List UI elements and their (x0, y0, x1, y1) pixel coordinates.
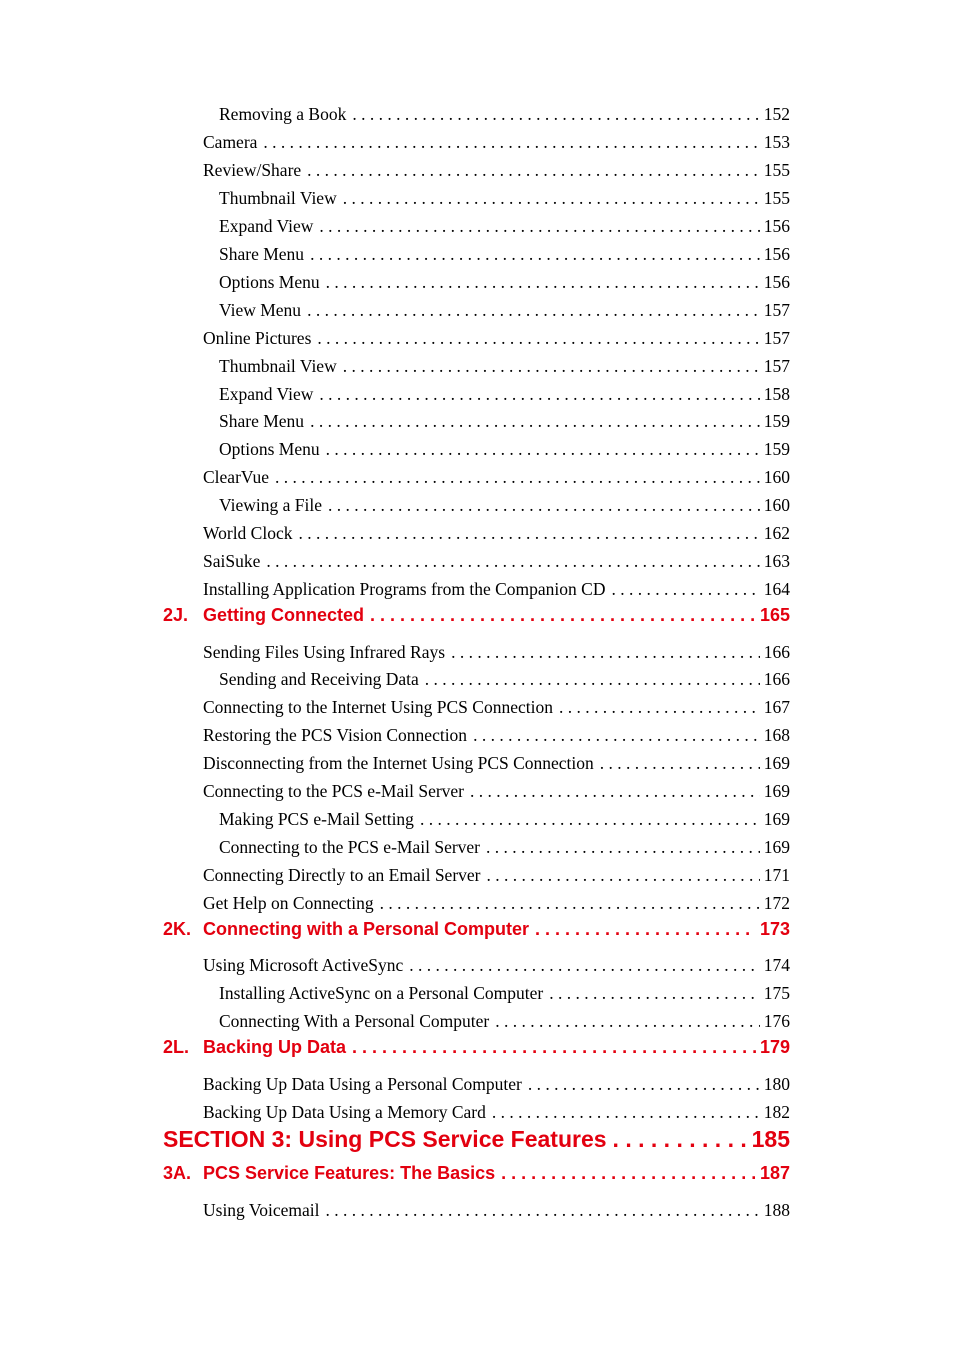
dot-leader (298, 523, 759, 544)
dot-leader (326, 439, 760, 460)
toc-entry[interactable] (203, 642, 790, 668)
entry-title: Making PCS e-Mail Setting (219, 809, 414, 829)
dot-leader (319, 216, 759, 237)
chapter-title: Connecting with a Personal Computer (203, 919, 530, 939)
toc-entry[interactable] (203, 523, 790, 549)
entry-page: 176 (763, 1011, 790, 1031)
dot-leader (328, 495, 760, 516)
entry-page: 156 (763, 272, 790, 292)
entry-title: Get Help on Connecting (203, 893, 374, 913)
section-page: 185 (751, 1126, 790, 1152)
entry-title: Using Voicemail (203, 1200, 320, 1220)
entry-title: Connecting to the PCS e-Mail Server (219, 837, 481, 857)
section-title: SECTION 3: Using PCS Service Features (163, 1126, 607, 1152)
entry-page: 160 (763, 467, 790, 487)
dot-leader (326, 1200, 760, 1221)
dot-leader (307, 300, 760, 321)
entry-page: 169 (763, 753, 790, 773)
dot-leader (420, 809, 760, 830)
dot-leader (275, 467, 760, 488)
entry-title: Share Menu (219, 244, 305, 264)
chapter-number: 2K. (163, 919, 192, 939)
dot-leader (352, 1037, 756, 1058)
toc-entry[interactable] (203, 467, 790, 493)
dot-leader (611, 579, 759, 600)
chapter-heading[interactable] (163, 1037, 790, 1065)
entry-page: 166 (763, 669, 790, 689)
dot-leader (317, 328, 759, 349)
entry-page: 163 (763, 551, 790, 571)
entry-page: 157 (763, 328, 790, 348)
entry-title: View Menu (219, 300, 302, 320)
dot-leader (487, 865, 760, 886)
dot-leader (549, 983, 760, 1004)
dot-leader (486, 837, 760, 858)
toc-entry[interactable] (219, 104, 790, 130)
chapter-heading[interactable] (163, 919, 790, 947)
toc-entry[interactable] (219, 356, 790, 382)
dot-leader (528, 1074, 760, 1095)
entry-page: 169 (763, 809, 790, 829)
entry-page: 155 (763, 188, 790, 208)
entry-title: Share Menu (219, 411, 305, 431)
entry-title: Removing a Book (219, 104, 347, 124)
toc-entry[interactable] (203, 132, 790, 158)
chapter-number: 2L. (163, 1037, 190, 1057)
entry-page: 167 (763, 697, 790, 717)
entry-title: Backing Up Data Using a Personal Computer (203, 1074, 522, 1094)
dot-leader (501, 1163, 756, 1184)
dot-leader (352, 104, 759, 125)
toc-entry[interactable] (219, 669, 790, 695)
entry-title: Sending and Receiving Data (219, 669, 419, 689)
chapter-page: 179 (759, 1037, 790, 1057)
dot-leader (409, 955, 759, 976)
toc-entry[interactable] (219, 983, 790, 1009)
entry-title: Backing Up Data Using a Memory Card (203, 1102, 486, 1122)
entry-title: Camera (203, 132, 258, 152)
entry-page: 175 (763, 983, 790, 1003)
dot-leader (343, 356, 760, 377)
chapter-title: PCS Service Features: The Basics (203, 1163, 496, 1183)
toc-entry[interactable] (203, 893, 790, 919)
toc-entry[interactable] (203, 865, 790, 891)
dot-leader (451, 642, 760, 663)
dot-leader (307, 160, 760, 181)
entry-page: 159 (763, 411, 790, 431)
toc-entry[interactable] (219, 188, 790, 214)
toc-entry[interactable] (203, 725, 790, 751)
toc-entry[interactable] (219, 384, 790, 410)
entry-page: 169 (763, 837, 790, 857)
entry-title: Thumbnail View (219, 188, 337, 208)
entry-title: Disconnecting from the Internet Using PCS Connection (203, 753, 594, 773)
entry-title: Installing Application Programs from the Companion CD (203, 579, 606, 599)
entry-title: World Clock (203, 523, 293, 543)
entry-page: 180 (763, 1074, 790, 1094)
entry-title: Expand View (219, 384, 314, 404)
dot-leader (326, 272, 760, 293)
entry-title: Connecting Directly to an Email Server (203, 865, 481, 885)
entry-page: 166 (763, 642, 790, 662)
dot-leader (380, 893, 760, 914)
toc-entry[interactable] (203, 160, 790, 186)
entry-page: 152 (763, 104, 790, 124)
entry-page: 182 (763, 1102, 790, 1122)
dot-leader (343, 188, 760, 209)
entry-page: 169 (763, 781, 790, 801)
dot-leader (492, 1102, 760, 1123)
entry-title: SaiSuke (203, 551, 261, 571)
dot-leader (425, 669, 760, 690)
chapter-page: 173 (759, 919, 790, 939)
chapter-number: 2J. (163, 605, 189, 625)
entry-title: Viewing a File (219, 495, 322, 515)
entry-page: 153 (763, 132, 790, 152)
entry-page: 164 (763, 579, 790, 599)
entry-page: 158 (763, 384, 790, 404)
entry-title: Connecting to the Internet Using PCS Connection (203, 697, 553, 717)
entry-title: Options Menu (219, 439, 320, 459)
chapter-page: 187 (759, 1163, 790, 1183)
dot-leader (535, 919, 756, 940)
toc-entry[interactable] (219, 495, 790, 521)
dot-leader (310, 411, 760, 432)
entry-page: 157 (763, 356, 790, 376)
entry-page: 188 (763, 1200, 790, 1220)
entry-title: Restoring the PCS Vision Connection (203, 725, 468, 745)
dot-leader (310, 244, 760, 265)
entry-title: Connecting to the PCS e-Mail Server (203, 781, 465, 801)
toc-entry[interactable] (219, 244, 790, 270)
entry-page: 155 (763, 160, 790, 180)
dot-leader (470, 781, 760, 802)
chapter-page: 165 (759, 605, 790, 625)
entry-title: ClearVue (203, 467, 270, 487)
entry-title: Connecting With a Personal Computer (219, 1011, 490, 1031)
entry-title: Installing ActiveSync on a Personal Computer (219, 983, 544, 1003)
chapter-title: Getting Connected (203, 605, 364, 625)
entry-title: Thumbnail View (219, 356, 337, 376)
toc-entry[interactable] (203, 753, 790, 779)
dot-leader (613, 1126, 748, 1153)
dot-leader (319, 384, 759, 405)
toc-entry[interactable] (219, 439, 790, 465)
toc-entry[interactable] (219, 1011, 790, 1037)
entry-page: 156 (763, 216, 790, 236)
toc-entry[interactable] (219, 300, 790, 326)
toc-entry[interactable] (219, 411, 790, 437)
dot-leader (370, 605, 756, 626)
entry-title: Online Pictures (203, 328, 312, 348)
toc-entry[interactable] (219, 216, 790, 242)
entry-title: Expand View (219, 216, 314, 236)
chapter-heading[interactable] (163, 1163, 790, 1191)
dot-leader (473, 725, 760, 746)
toc-entry[interactable] (203, 697, 790, 723)
dot-leader (600, 753, 760, 774)
entry-page: 160 (763, 495, 790, 515)
dot-leader (495, 1011, 760, 1032)
toc-entry[interactable] (203, 328, 790, 354)
section-heading[interactable] (163, 1126, 790, 1160)
toc-entry[interactable] (219, 837, 790, 863)
chapter-number: 3A. (163, 1163, 192, 1183)
toc-entry[interactable] (203, 1074, 790, 1100)
chapter-heading[interactable] (163, 605, 790, 633)
toc-entry[interactable] (203, 781, 790, 807)
toc-entry[interactable] (203, 579, 790, 605)
entry-title: Review/Share (203, 160, 302, 180)
toc-entry[interactable] (219, 272, 790, 298)
entry-page: 171 (763, 865, 790, 885)
dot-leader (263, 132, 759, 153)
dot-leader (559, 697, 760, 718)
dot-leader (266, 551, 759, 572)
entry-page: 174 (763, 955, 790, 975)
entry-page: 157 (763, 300, 790, 320)
toc-entry[interactable] (203, 551, 790, 577)
toc-entry[interactable] (203, 1102, 790, 1128)
entry-page: 168 (763, 725, 790, 745)
toc-entry[interactable] (203, 1200, 790, 1226)
chapter-title: Backing Up Data (203, 1037, 347, 1057)
toc-entry[interactable] (219, 809, 790, 835)
entry-title: Sending Files Using Infrared Rays (203, 642, 446, 662)
entry-page: 172 (763, 893, 790, 913)
entry-page: 162 (763, 523, 790, 543)
entry-page: 156 (763, 244, 790, 264)
entry-title: Using Microsoft ActiveSync (203, 955, 404, 975)
entry-page: 159 (763, 439, 790, 459)
entry-title: Options Menu (219, 272, 320, 292)
toc-entry[interactable] (203, 955, 790, 981)
